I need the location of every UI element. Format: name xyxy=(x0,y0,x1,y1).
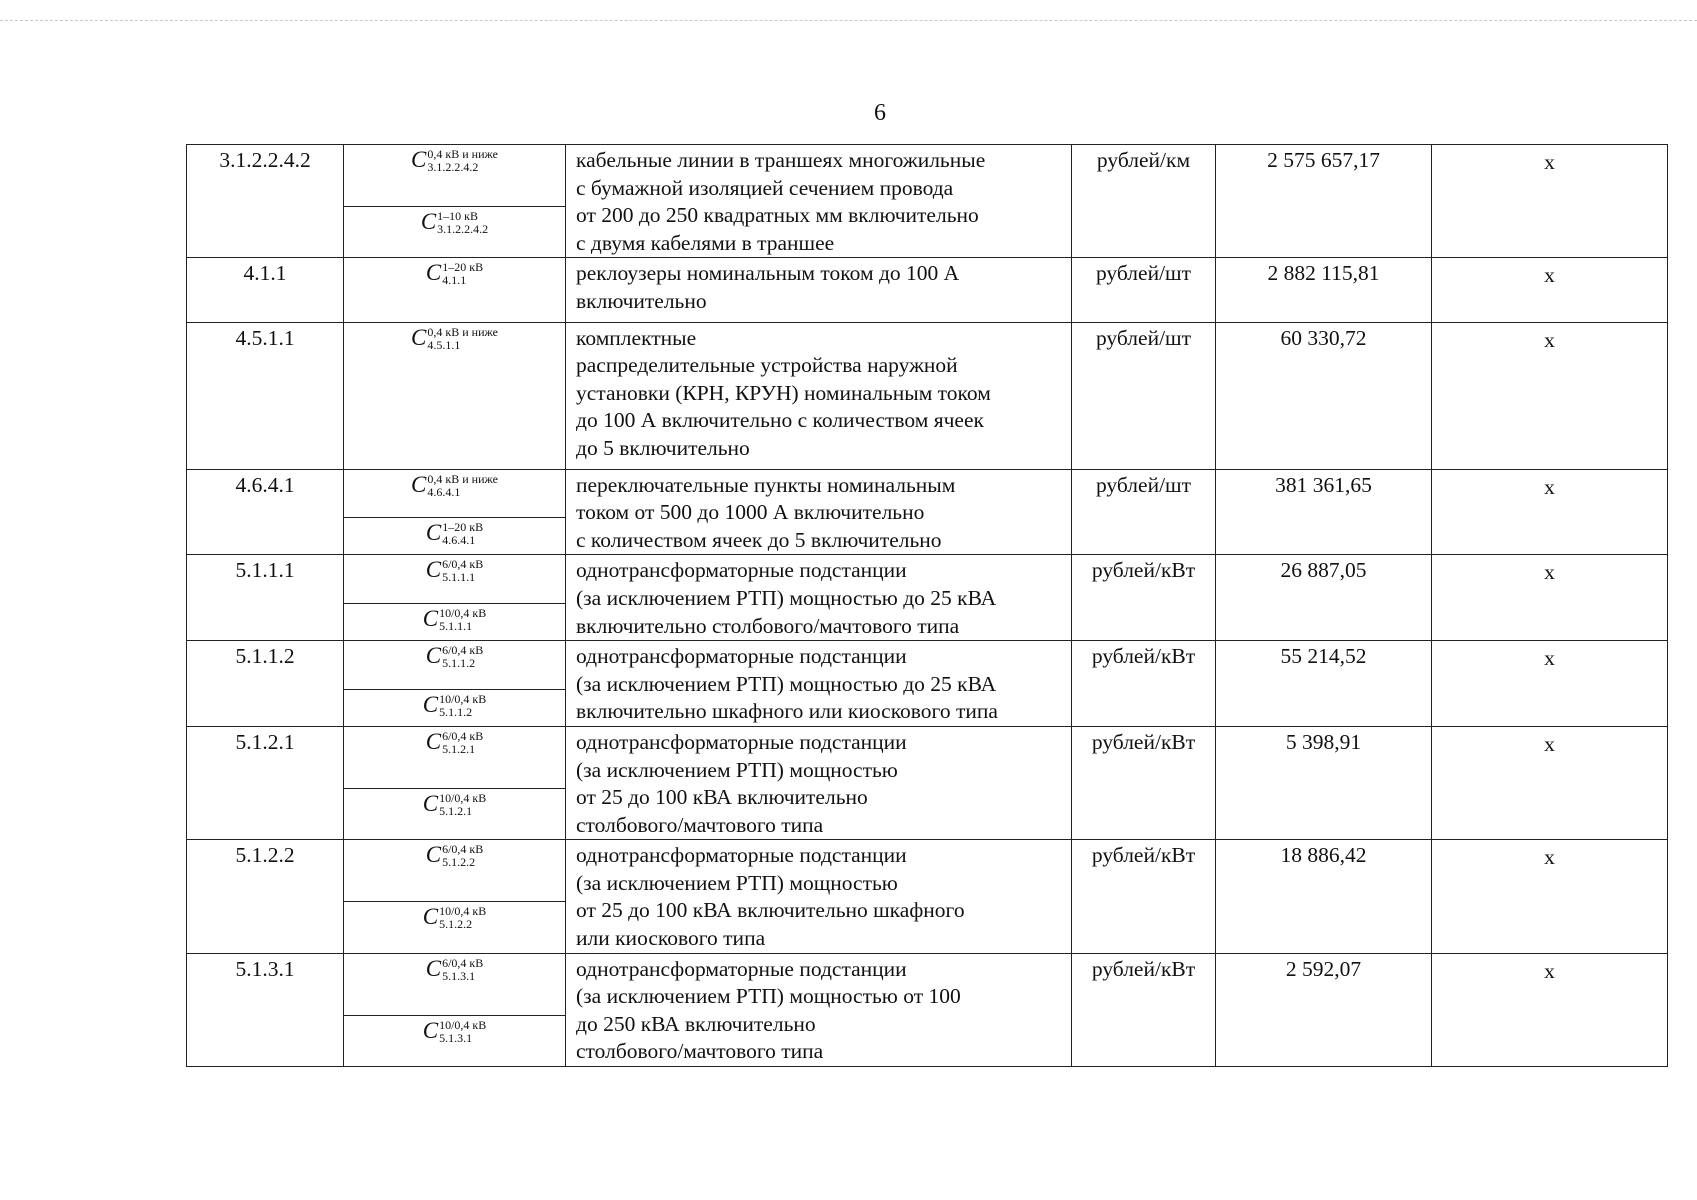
rate-symbol xyxy=(423,692,487,719)
row-mark: x xyxy=(1544,958,1555,983)
description-line: до 5 включительно xyxy=(576,435,750,460)
rate-symbol-voltage: 6/0,4 кВ xyxy=(442,955,484,970)
rate-symbol-index: 5.1.1.2 xyxy=(439,704,473,719)
row-description-cell xyxy=(566,469,1072,555)
rate-symbol-index: 3.1.2.2.4.2 xyxy=(437,222,489,237)
row-value-cell xyxy=(1216,258,1432,322)
row-code: 5.1.2.1 xyxy=(235,729,295,754)
row-mark-cell xyxy=(1432,641,1668,727)
rate-symbol-letter: C xyxy=(422,904,439,930)
rate-symbol-index: 5.1.1.1 xyxy=(442,570,476,585)
row-value: 18 886,42 xyxy=(1280,843,1367,868)
rate-symbol-letter: C xyxy=(425,643,442,669)
rate-symbol-cell xyxy=(344,603,566,640)
rate-symbol xyxy=(411,472,498,499)
row-code-cell xyxy=(187,726,344,839)
rate-symbol xyxy=(426,260,483,287)
description-line: с количеством ячеек до 5 включительно xyxy=(576,527,942,552)
row-code-cell xyxy=(187,469,344,555)
rate-symbol-letter: C xyxy=(420,209,437,235)
row-mark-cell xyxy=(1432,145,1668,258)
row-value-cell xyxy=(1216,469,1432,555)
description-line: распределительные устройства наружной xyxy=(576,353,958,378)
rate-symbol-voltage: 6/0,4 кВ xyxy=(442,557,484,572)
page-number: 6 xyxy=(874,100,886,126)
description-line: (за исключением РТП) мощностью до 25 кВА xyxy=(576,585,997,610)
tariff-table xyxy=(186,144,1668,1067)
description-line: с двумя кабелями в траншее xyxy=(576,230,835,255)
rate-symbol-index: 5.1.2.2 xyxy=(442,855,476,870)
table-row xyxy=(187,641,1668,689)
row-value-cell xyxy=(1216,953,1432,1066)
rate-symbol-cell xyxy=(344,953,566,1015)
row-value-cell xyxy=(1216,840,1432,953)
row-unit-cell xyxy=(1072,641,1216,727)
row-description-cell xyxy=(566,555,1072,641)
rate-symbol-voltage: 0,4 кВ и ниже xyxy=(427,471,498,486)
rate-symbol-letter: C xyxy=(425,557,442,583)
description-line: (за исключением РТП) мощностью до 25 кВА xyxy=(576,671,997,696)
rate-symbol-scripts xyxy=(442,842,483,869)
rate-symbol-letter: C xyxy=(425,728,442,754)
row-description-cell xyxy=(566,258,1072,322)
row-code-cell xyxy=(187,953,344,1066)
description-line: или киоскового типа xyxy=(576,926,766,951)
rate-symbol-scripts xyxy=(439,1018,486,1045)
rate-symbol-scripts xyxy=(439,904,486,931)
rate-symbol-voltage: 10/0,4 кВ xyxy=(439,605,487,620)
rate-symbol-voltage: 1–10 кВ xyxy=(437,209,479,224)
rate-symbol-index: 5.1.1.2 xyxy=(442,656,476,671)
top-scan-rule xyxy=(0,20,1697,21)
row-unit: рублей/шт xyxy=(1095,325,1192,350)
rate-symbol-cell xyxy=(344,517,566,554)
rate-symbol-scripts xyxy=(442,557,483,584)
row-value-cell xyxy=(1216,726,1432,839)
rate-symbol-voltage: 10/0,4 кВ xyxy=(439,1017,487,1032)
row-code-cell xyxy=(187,641,344,727)
rate-symbol-cell xyxy=(344,840,566,902)
description-line: однотрансформаторные подстанции xyxy=(576,558,907,583)
description-line: однотрансформаторные подстанции xyxy=(576,644,907,669)
rate-symbol-index: 5.1.2.1 xyxy=(442,741,476,756)
row-code: 4.5.1.1 xyxy=(235,325,295,350)
row-unit-cell xyxy=(1072,258,1216,322)
table-row xyxy=(187,145,1668,207)
rate-symbol-cell xyxy=(344,258,566,322)
description-line: реклоузеры номинальным током до 100 А xyxy=(576,261,960,286)
row-code-cell xyxy=(187,840,344,953)
row-value: 26 887,05 xyxy=(1280,558,1367,583)
rate-symbol-scripts xyxy=(427,147,498,174)
rate-symbol-letter: C xyxy=(425,260,442,286)
row-code: 3.1.2.2.4.2 xyxy=(219,148,311,172)
rate-symbol-scripts xyxy=(427,472,498,499)
row-value: 5 398,91 xyxy=(1285,729,1362,754)
rate-symbol-cell xyxy=(344,207,566,258)
description-line: до 100 А включительно с количеством ячеек xyxy=(576,408,984,433)
description-line: (за исключением РТП) мощностью xyxy=(576,870,898,895)
rate-symbol-cell xyxy=(344,1015,566,1066)
rate-symbol-letter: C xyxy=(411,324,427,350)
rate-symbol xyxy=(423,606,487,633)
rate-symbol-voltage: 0,4 кВ и ниже xyxy=(427,147,498,161)
rate-symbol-voltage: 1–20 кВ xyxy=(442,519,484,534)
row-value: 60 330,72 xyxy=(1280,325,1367,350)
row-description-cell xyxy=(566,726,1072,839)
row-code: 4.6.4.1 xyxy=(235,472,295,497)
rate-symbol xyxy=(426,729,484,756)
row-unit-cell xyxy=(1072,322,1216,469)
row-mark: x xyxy=(1544,646,1555,671)
rate-symbol-scripts xyxy=(439,692,486,719)
row-mark: x xyxy=(1544,560,1555,585)
row-value-cell xyxy=(1216,641,1432,727)
rate-symbol-cell xyxy=(344,145,566,207)
rate-symbol-voltage: 10/0,4 кВ xyxy=(439,904,487,919)
row-unit-cell xyxy=(1072,555,1216,641)
rate-symbol xyxy=(423,904,487,931)
row-code: 5.1.2.2 xyxy=(235,843,295,868)
rate-symbol-scripts xyxy=(442,729,483,756)
row-unit: рублей/шт xyxy=(1095,472,1192,497)
rate-symbol xyxy=(426,956,484,983)
rate-symbol-cell xyxy=(344,689,566,726)
description-line: кабельные линии в траншеях многожильные xyxy=(576,148,986,172)
rate-symbol-letter: C xyxy=(422,791,439,817)
row-mark-cell xyxy=(1432,840,1668,953)
row-unit-cell xyxy=(1072,469,1216,555)
row-description-cell xyxy=(566,145,1072,258)
rate-symbol-cell xyxy=(344,469,566,517)
rate-symbol xyxy=(426,643,484,670)
description-line: до 250 кВА включительно xyxy=(576,1011,816,1036)
row-mark: x xyxy=(1544,150,1555,174)
row-value-cell xyxy=(1216,322,1432,469)
rate-symbol-voltage: 6/0,4 кВ xyxy=(442,842,484,857)
rate-symbol-index: 5.1.2.1 xyxy=(439,804,473,819)
description-line: включительно xyxy=(576,288,707,313)
table-row xyxy=(187,953,1668,1015)
rate-symbol-cell xyxy=(344,789,566,840)
row-mark-cell xyxy=(1432,953,1668,1066)
rate-symbol xyxy=(423,791,487,818)
row-unit-cell xyxy=(1072,840,1216,953)
rate-symbol-scripts xyxy=(442,956,483,983)
rate-symbol-cell xyxy=(344,322,566,469)
rate-symbol xyxy=(426,557,484,584)
row-unit: рублей/кВт xyxy=(1091,729,1196,754)
rate-symbol xyxy=(411,147,498,174)
row-code: 5.1.1.1 xyxy=(235,558,295,583)
description-line: (за исключением РТП) мощностью от 100 xyxy=(576,984,961,1009)
description-line: столбового/мачтового типа xyxy=(576,812,824,837)
rate-symbol-index: 3.1.2.2.4.2 xyxy=(427,160,479,174)
description-line: включительно шкафного или киоскового типа xyxy=(576,699,998,724)
description-line: комплектные xyxy=(576,325,697,350)
rate-symbol-voltage: 1–20 кВ xyxy=(442,260,484,275)
row-unit: рублей/кВт xyxy=(1091,956,1196,981)
table-row xyxy=(187,840,1668,902)
row-mark-cell xyxy=(1432,258,1668,322)
rate-symbol-letter: C xyxy=(411,471,427,497)
row-unit: рублей/шт xyxy=(1095,261,1192,286)
row-description-cell xyxy=(566,840,1072,953)
rate-symbol-cell xyxy=(344,555,566,603)
row-code-cell xyxy=(187,322,344,469)
row-mark-cell xyxy=(1432,726,1668,839)
table-row xyxy=(187,258,1668,322)
rate-symbol-voltage: 0,4 кВ и ниже xyxy=(427,324,498,339)
description-line: включительно столбового/мачтового типа xyxy=(576,613,960,638)
row-mark-cell xyxy=(1432,555,1668,641)
row-code: 4.1.1 xyxy=(243,261,287,286)
tariff-table-body xyxy=(187,145,1668,1067)
rate-symbol-voltage: 6/0,4 кВ xyxy=(442,728,484,743)
row-unit: рублей/км xyxy=(1096,148,1191,172)
row-mark: x xyxy=(1544,731,1555,756)
row-value-cell xyxy=(1216,145,1432,258)
rate-symbol xyxy=(426,520,483,547)
row-value: 2 575 657,17 xyxy=(1267,148,1380,172)
table-row xyxy=(187,726,1668,788)
row-code-cell xyxy=(187,145,344,258)
row-mark-cell xyxy=(1432,469,1668,555)
rate-symbol xyxy=(411,325,498,352)
description-line: однотрансформаторные подстанции xyxy=(576,956,907,981)
description-line: однотрансформаторные подстанции xyxy=(576,843,907,868)
table-row xyxy=(187,322,1668,469)
table-row xyxy=(187,469,1668,517)
row-description-cell xyxy=(566,953,1072,1066)
table-row xyxy=(187,555,1668,603)
rate-symbol-voltage: 6/0,4 кВ xyxy=(442,643,484,658)
rate-symbol-index: 5.1.2.2 xyxy=(439,917,473,932)
description-line: током от 500 до 1000 А включительно xyxy=(576,500,925,525)
description-line: от 25 до 100 кВА включительно шкафного xyxy=(576,898,965,923)
row-mark: x xyxy=(1544,327,1555,352)
rate-symbol-index: 4.5.1.1 xyxy=(427,337,461,352)
row-description-cell xyxy=(566,322,1072,469)
row-unit-cell xyxy=(1072,953,1216,1066)
rate-symbol-letter: C xyxy=(425,842,442,868)
rate-symbol-voltage: 10/0,4 кВ xyxy=(439,791,487,806)
rate-symbol-cell xyxy=(344,902,566,953)
rate-symbol xyxy=(423,1018,487,1045)
row-mark-cell xyxy=(1432,322,1668,469)
row-mark: x xyxy=(1544,474,1555,499)
rate-symbol-letter: C xyxy=(422,691,439,717)
row-code-cell xyxy=(187,555,344,641)
row-code: 5.1.3.1 xyxy=(235,956,295,981)
row-unit-cell xyxy=(1072,726,1216,839)
rate-symbol-index: 5.1.3.1 xyxy=(442,968,476,983)
rate-symbol xyxy=(421,209,488,236)
rate-symbol-voltage: 10/0,4 кВ xyxy=(439,691,487,706)
description-line: (за исключением РТП) мощностью xyxy=(576,757,898,782)
description-line: переключательные пункты номинальным xyxy=(576,472,956,497)
row-value: 2 592,07 xyxy=(1285,956,1362,981)
description-line: с бумажной изоляцией сечением провода xyxy=(576,175,954,200)
rate-symbol-scripts xyxy=(442,520,483,547)
rate-symbol-scripts xyxy=(439,606,486,633)
row-unit: рублей/кВт xyxy=(1091,558,1196,583)
rate-symbol-letter: C xyxy=(422,1017,439,1043)
description-line: однотрансформаторные подстанции xyxy=(576,729,907,754)
rate-symbol-scripts xyxy=(442,643,483,670)
rate-symbol-index: 4.6.4.1 xyxy=(427,484,461,499)
description-line: столбового/мачтового типа xyxy=(576,1039,824,1064)
row-code-cell xyxy=(187,258,344,322)
rate-symbol-scripts xyxy=(437,209,488,236)
description-line: от 200 до 250 квадратных мм включительно xyxy=(576,203,979,228)
rate-symbol-scripts xyxy=(442,260,483,287)
rate-symbol-cell xyxy=(344,641,566,689)
rate-symbol-index: 5.1.1.1 xyxy=(439,618,473,633)
row-unit-cell xyxy=(1072,145,1216,258)
row-description-cell xyxy=(566,641,1072,727)
row-unit: рублей/кВт xyxy=(1091,644,1196,669)
rate-symbol-index: 4.1.1 xyxy=(442,273,467,288)
row-code: 5.1.1.2 xyxy=(235,644,295,669)
rate-symbol-letter: C xyxy=(425,519,442,545)
description-line: от 25 до 100 кВА включительно xyxy=(576,785,868,810)
row-unit: рублей/кВт xyxy=(1091,843,1196,868)
row-value-cell xyxy=(1216,555,1432,641)
row-value: 381 361,65 xyxy=(1275,472,1372,497)
row-mark: x xyxy=(1544,845,1555,870)
rate-symbol-scripts xyxy=(427,325,498,352)
rate-symbol-letter: C xyxy=(425,955,442,981)
rate-symbol-index: 4.6.4.1 xyxy=(442,532,476,547)
rate-symbol-scripts xyxy=(439,791,486,818)
rate-symbol-cell xyxy=(344,726,566,788)
rate-symbol xyxy=(426,842,484,869)
rate-symbol-index: 5.1.3.1 xyxy=(439,1030,473,1045)
rate-symbol-letter: C xyxy=(411,147,427,172)
row-value: 55 214,52 xyxy=(1280,644,1367,669)
description-line: установки (КРН, КРУН) номинальным током xyxy=(576,380,991,405)
rate-symbol-letter: C xyxy=(422,605,439,631)
row-mark: x xyxy=(1544,263,1555,288)
row-value: 2 882 115,81 xyxy=(1267,261,1380,286)
